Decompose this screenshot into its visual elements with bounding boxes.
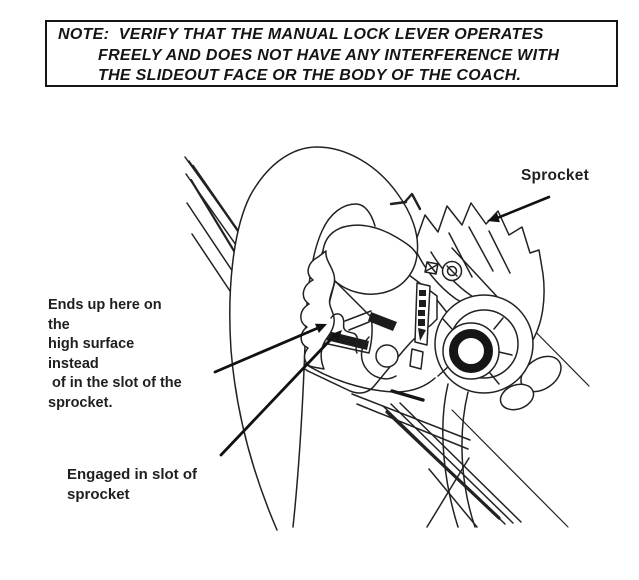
- slide-rail-lower: [352, 394, 568, 527]
- note-text-line: NOTE: VERIFY THAT THE MANUAL LOCK LEVER OPERATES: [58, 26, 544, 43]
- high-surface-label-line: the: [48, 316, 70, 333]
- sprocket-label: Sprocket: [521, 167, 589, 184]
- high-surface-label-line: sprocket.: [48, 394, 113, 411]
- high-surface-label-line: high surface: [48, 336, 135, 352]
- engaged-label-line: sprocket: [67, 486, 130, 503]
- engaged-label-line: Engaged in slot of: [67, 466, 197, 483]
- note-text-line: FREELY AND DOES NOT HAVE ANY INTERFERENCE WITH: [98, 46, 560, 64]
- engaged-label: [67, 465, 197, 505]
- high-surface-label-line: Ends up here on: [48, 297, 162, 313]
- bracket-pivot-hole: [376, 345, 398, 367]
- note-text-line: THE SLIDEOUT FACE OR THE BODY OF THE COACH.: [98, 67, 522, 84]
- high-surface-label: [48, 296, 182, 413]
- high-surface-label-line: instead: [48, 355, 99, 372]
- lock-loop: [435, 295, 568, 527]
- high-surface-label-line: of in the slot of the: [48, 375, 182, 391]
- sprocket-arrow: [487, 197, 549, 222]
